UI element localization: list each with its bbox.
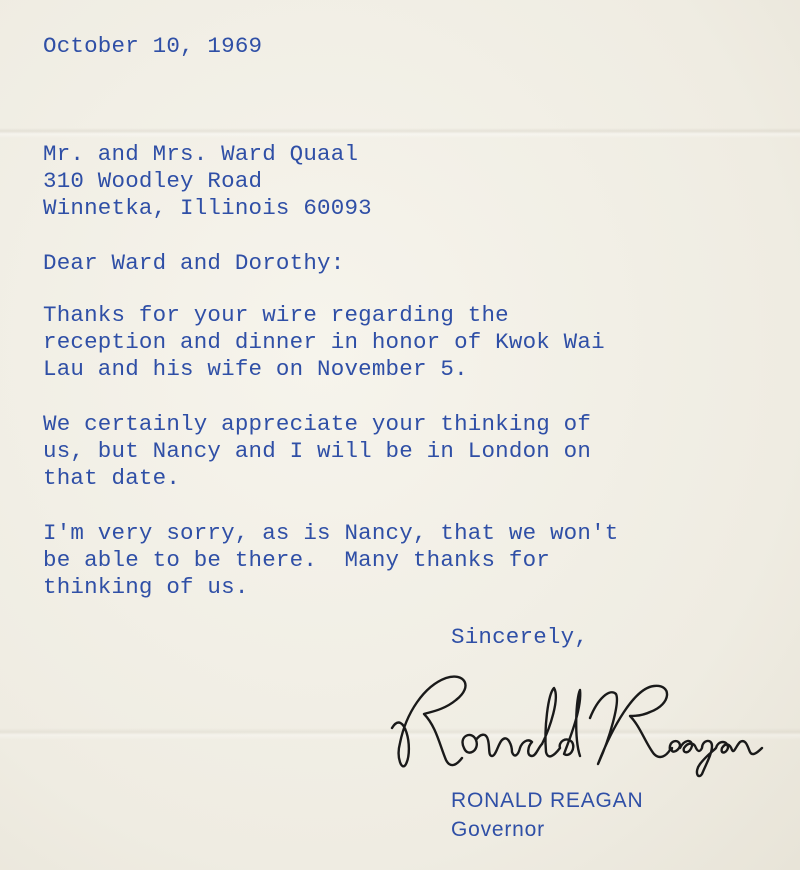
body-line: I'm very sorry, as is Nancy, that we won't (43, 520, 619, 546)
recipient-city: Winnetka, Illinois 60093 (43, 195, 372, 221)
body-line: We certainly appreciate your thinking of (43, 411, 592, 437)
handwritten-signature (384, 668, 784, 783)
body-line: thinking of us. (43, 574, 249, 600)
body-line: Lau and his wife on November 5. (43, 356, 468, 382)
signer-name: RONALD REAGAN (451, 789, 644, 812)
letter-date: October 10, 1969 (43, 33, 263, 59)
closing: Sincerely, (451, 624, 589, 650)
body-line: Thanks for your wire regarding the (43, 302, 509, 328)
recipient-street: 310 Woodley Road (43, 168, 263, 194)
body-line: reception and dinner in honor of Kwok Wai (43, 329, 605, 355)
body-line: that date. (43, 465, 181, 491)
recipient-name: Mr. and Mrs. Ward Quaal (43, 141, 359, 167)
salutation: Dear Ward and Dorothy: (43, 250, 345, 276)
body-line: be able to be there. Many thanks for (43, 547, 550, 573)
signer-title: Governor (451, 818, 545, 841)
body-line: us, but Nancy and I will be in London on (43, 438, 592, 464)
